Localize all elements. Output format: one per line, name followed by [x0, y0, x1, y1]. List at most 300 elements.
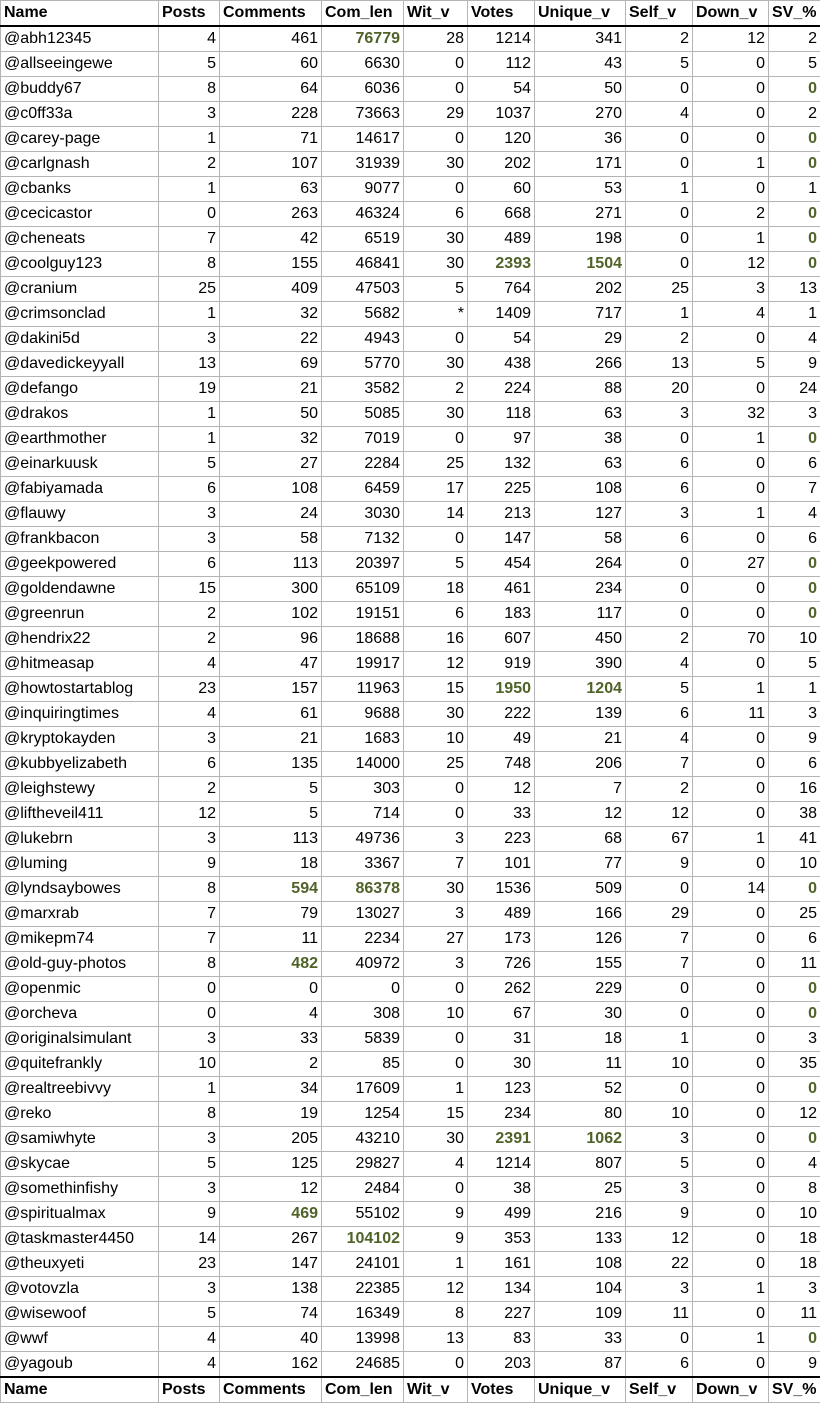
value-cell: 13027 — [322, 902, 404, 927]
value-cell: 30 — [404, 252, 468, 277]
value-cell: 308 — [322, 1002, 404, 1027]
value-cell: 147 — [220, 1252, 322, 1277]
table-row — [1, 502, 820, 527]
value-cell: 8 — [769, 1177, 820, 1202]
value-cell: 4 — [159, 652, 220, 677]
value-cell: 171 — [535, 152, 626, 177]
value-cell: 0 — [693, 52, 769, 77]
value-cell: 0 — [404, 177, 468, 202]
value-cell: 16 — [404, 627, 468, 652]
value-cell: 25 — [404, 752, 468, 777]
value-cell: 40972 — [322, 952, 404, 977]
header-cell: Unique_v — [535, 1, 626, 27]
value-cell: 157 — [220, 677, 322, 702]
value-cell: 1 — [769, 302, 820, 327]
value-cell: 34 — [220, 1077, 322, 1102]
value-cell: 120 — [468, 127, 535, 152]
table-row — [1, 1002, 820, 1027]
value-cell: 3367 — [322, 852, 404, 877]
value-cell: 1 — [769, 177, 820, 202]
table-row — [1, 677, 820, 702]
value-cell: 20 — [626, 377, 693, 402]
value-cell: 85 — [322, 1052, 404, 1077]
footer-cell: Name — [1, 1377, 159, 1403]
value-cell: 25 — [626, 277, 693, 302]
value-cell: 166 — [535, 902, 626, 927]
value-cell: 0 — [626, 427, 693, 452]
value-cell: 228 — [220, 102, 322, 127]
table-row — [1, 527, 820, 552]
value-cell: 27 — [693, 552, 769, 577]
value-cell: 77 — [535, 852, 626, 877]
value-cell: 5 — [769, 52, 820, 77]
value-cell: 206 — [535, 752, 626, 777]
header-cell: Com_len — [322, 1, 404, 27]
value-cell: 0 — [626, 1327, 693, 1352]
value-cell: 24 — [769, 377, 820, 402]
value-cell: 5 — [159, 1302, 220, 1327]
value-cell: 6 — [159, 477, 220, 502]
user-name-cell: @hendrix22 — [1, 627, 159, 652]
value-cell: 748 — [468, 752, 535, 777]
value-cell: 9 — [404, 1202, 468, 1227]
value-cell: 9077 — [322, 177, 404, 202]
value-cell: 6 — [769, 527, 820, 552]
value-cell: 68 — [535, 827, 626, 852]
table-row — [1, 377, 820, 402]
value-cell: 23 — [159, 1252, 220, 1277]
value-cell: 2 — [769, 26, 820, 52]
value-cell: 11963 — [322, 677, 404, 702]
value-cell: 7 — [769, 477, 820, 502]
value-cell: 0 — [626, 877, 693, 902]
value-cell: 30 — [404, 402, 468, 427]
user-name-cell: @mikepm74 — [1, 927, 159, 952]
value-cell: 5 — [626, 1152, 693, 1177]
value-cell: 50 — [220, 402, 322, 427]
value-cell: 107 — [220, 152, 322, 177]
value-cell: 266 — [535, 352, 626, 377]
value-cell: 0 — [769, 202, 820, 227]
value-cell: 6 — [626, 527, 693, 552]
value-cell: 0 — [404, 127, 468, 152]
value-cell: 33 — [535, 1327, 626, 1352]
value-cell: 12 — [535, 802, 626, 827]
user-name-cell: @davedickeyyall — [1, 352, 159, 377]
table-body — [1, 26, 820, 1377]
value-cell: 726 — [468, 952, 535, 977]
value-cell: 1 — [159, 127, 220, 152]
value-cell: 17609 — [322, 1077, 404, 1102]
value-cell: 14 — [159, 1227, 220, 1252]
value-cell: 271 — [535, 202, 626, 227]
value-cell: 225 — [468, 477, 535, 502]
value-cell: 6 — [404, 602, 468, 627]
value-cell: 7 — [159, 927, 220, 952]
value-cell: 19 — [220, 1102, 322, 1127]
table-row — [1, 127, 820, 152]
value-cell: 102 — [220, 602, 322, 627]
value-cell: 1409 — [468, 302, 535, 327]
value-cell: 11 — [626, 1302, 693, 1327]
value-cell: 6 — [626, 1352, 693, 1378]
value-cell: 83 — [468, 1327, 535, 1352]
value-cell: 1 — [693, 427, 769, 452]
value-cell: 9 — [159, 852, 220, 877]
value-cell: 2 — [769, 102, 820, 127]
table-row — [1, 1277, 820, 1302]
value-cell: 438 — [468, 352, 535, 377]
value-cell: 3 — [159, 827, 220, 852]
value-cell: 0 — [693, 452, 769, 477]
table-row — [1, 752, 820, 777]
table-row — [1, 827, 820, 852]
value-cell: 38 — [535, 427, 626, 452]
value-cell: 9688 — [322, 702, 404, 727]
value-cell: 6 — [769, 752, 820, 777]
value-cell: 112 — [468, 52, 535, 77]
value-cell: 80 — [535, 1102, 626, 1127]
value-cell: 0 — [693, 977, 769, 1002]
value-cell: 97 — [468, 427, 535, 452]
footer-cell: Wit_v — [404, 1377, 468, 1403]
value-cell: 27 — [220, 452, 322, 477]
value-cell: 764 — [468, 277, 535, 302]
value-cell: 227 — [468, 1302, 535, 1327]
value-cell: 0 — [404, 327, 468, 352]
user-name-cell: @kryptokayden — [1, 727, 159, 752]
value-cell: 0 — [693, 102, 769, 127]
value-cell: 161 — [468, 1252, 535, 1277]
value-cell: 489 — [468, 902, 535, 927]
value-cell: 0 — [322, 977, 404, 1002]
value-cell: 12 — [404, 1277, 468, 1302]
value-cell: 30 — [404, 227, 468, 252]
value-cell: 101 — [468, 852, 535, 877]
value-cell: 0 — [404, 52, 468, 77]
value-cell: 42 — [220, 227, 322, 252]
table-row — [1, 952, 820, 977]
value-cell: 0 — [693, 1302, 769, 1327]
value-cell: 7132 — [322, 527, 404, 552]
value-cell: 6 — [626, 702, 693, 727]
value-cell: 1 — [693, 502, 769, 527]
user-name-cell: @greenrun — [1, 602, 159, 627]
value-cell: 0 — [693, 902, 769, 927]
value-cell: 1536 — [468, 877, 535, 902]
value-cell: 807 — [535, 1152, 626, 1177]
value-cell: 205 — [220, 1127, 322, 1152]
value-cell: 454 — [468, 552, 535, 577]
value-cell: 0 — [693, 802, 769, 827]
value-cell: 73663 — [322, 102, 404, 127]
value-cell: 74 — [220, 1302, 322, 1327]
footer-cell: Unique_v — [535, 1377, 626, 1403]
value-cell: 1062 — [535, 1127, 626, 1152]
table-row — [1, 452, 820, 477]
value-cell: 24 — [220, 502, 322, 527]
value-cell: 13 — [404, 1327, 468, 1352]
value-cell: 229 — [535, 977, 626, 1002]
value-cell: 919 — [468, 652, 535, 677]
value-cell: 4 — [769, 502, 820, 527]
value-cell: 58 — [535, 527, 626, 552]
header-cell: Wit_v — [404, 1, 468, 27]
value-cell: 29 — [404, 102, 468, 127]
value-cell: 58 — [220, 527, 322, 552]
user-name-cell: @dakini5d — [1, 327, 159, 352]
table-row — [1, 877, 820, 902]
value-cell: 1214 — [468, 1152, 535, 1177]
value-cell: 223 — [468, 827, 535, 852]
value-cell: 0 — [693, 777, 769, 802]
header-cell: Name — [1, 1, 159, 27]
value-cell: 0 — [404, 427, 468, 452]
value-cell: 0 — [769, 252, 820, 277]
footer-cell: Self_v — [626, 1377, 693, 1403]
value-cell: 162 — [220, 1352, 322, 1378]
table-row — [1, 627, 820, 652]
value-cell: 33 — [468, 802, 535, 827]
value-cell: 25 — [535, 1177, 626, 1202]
value-cell: 0 — [693, 1027, 769, 1052]
value-cell: 1 — [159, 402, 220, 427]
value-cell: 222 — [468, 702, 535, 727]
value-cell: 113 — [220, 552, 322, 577]
value-cell: 22385 — [322, 1277, 404, 1302]
value-cell: 123 — [468, 1077, 535, 1102]
table-footer — [1, 1377, 820, 1403]
value-cell: 11 — [769, 1302, 820, 1327]
value-cell: 6 — [159, 552, 220, 577]
value-cell: 2 — [159, 627, 220, 652]
value-cell: 0 — [404, 777, 468, 802]
table-row — [1, 1327, 820, 1352]
value-cell: 113 — [220, 827, 322, 852]
value-cell: 10 — [404, 1002, 468, 1027]
value-cell: 11 — [220, 927, 322, 952]
value-cell: 5 — [159, 52, 220, 77]
table-row — [1, 352, 820, 377]
value-cell: 14 — [404, 502, 468, 527]
value-cell: 0 — [693, 1002, 769, 1027]
value-cell: 155 — [220, 252, 322, 277]
value-cell: 5 — [404, 552, 468, 577]
user-name-cell: @kubbyelizabeth — [1, 752, 159, 777]
value-cell: 134 — [468, 1277, 535, 1302]
value-cell: 43210 — [322, 1127, 404, 1152]
value-cell: 10 — [769, 852, 820, 877]
user-name-cell: @defango — [1, 377, 159, 402]
value-cell: 18 — [404, 577, 468, 602]
value-cell: 118 — [468, 402, 535, 427]
value-cell: 18 — [535, 1027, 626, 1052]
value-cell: 6 — [626, 452, 693, 477]
value-cell: 8 — [404, 1302, 468, 1327]
value-cell: 35 — [769, 1052, 820, 1077]
value-cell: 9 — [159, 1202, 220, 1227]
value-cell: 18688 — [322, 627, 404, 652]
value-cell: 7 — [626, 952, 693, 977]
value-cell: 0 — [769, 977, 820, 1002]
value-cell: 54 — [468, 77, 535, 102]
value-cell: 5770 — [322, 352, 404, 377]
value-cell: 4 — [626, 652, 693, 677]
table-row — [1, 927, 820, 952]
value-cell: 2 — [220, 1052, 322, 1077]
table-row — [1, 1252, 820, 1277]
value-cell: 3582 — [322, 377, 404, 402]
value-cell: 0 — [404, 1027, 468, 1052]
value-cell: 60 — [468, 177, 535, 202]
value-cell: 23 — [159, 677, 220, 702]
value-cell: 0 — [693, 177, 769, 202]
value-cell: 30 — [404, 1127, 468, 1152]
value-cell: 12 — [220, 1177, 322, 1202]
table-row — [1, 727, 820, 752]
value-cell: 54 — [468, 327, 535, 352]
value-cell: 183 — [468, 602, 535, 627]
value-cell: 8 — [159, 877, 220, 902]
user-name-cell: @cranium — [1, 277, 159, 302]
value-cell: 0 — [626, 1077, 693, 1102]
value-cell: 104102 — [322, 1227, 404, 1252]
user-name-cell: @votovzla — [1, 1277, 159, 1302]
user-name-cell: @earthmother — [1, 427, 159, 452]
user-name-cell: @cheneats — [1, 227, 159, 252]
value-cell: 21 — [220, 727, 322, 752]
footer-cell: Down_v — [693, 1377, 769, 1403]
value-cell: 0 — [626, 602, 693, 627]
user-name-cell: @allseeingewe — [1, 52, 159, 77]
value-cell: 7 — [626, 927, 693, 952]
value-cell: 4 — [693, 302, 769, 327]
value-cell: 3 — [769, 402, 820, 427]
table-row — [1, 227, 820, 252]
value-cell: 12 — [769, 1102, 820, 1127]
user-name-cell: @spiritualmax — [1, 1202, 159, 1227]
value-cell: 109 — [535, 1302, 626, 1327]
table-row — [1, 777, 820, 802]
value-cell: 0 — [693, 1127, 769, 1152]
value-cell: 38 — [468, 1177, 535, 1202]
value-cell: 0 — [769, 1002, 820, 1027]
user-name-cell: @samiwhyte — [1, 1127, 159, 1152]
value-cell: 0 — [159, 977, 220, 1002]
value-cell: 3 — [693, 277, 769, 302]
value-cell: 5 — [769, 652, 820, 677]
user-name-cell: @somethinfishy — [1, 1177, 159, 1202]
value-cell: 0 — [693, 377, 769, 402]
value-cell: 4 — [404, 1152, 468, 1177]
value-cell: 3 — [626, 1127, 693, 1152]
value-cell: 3 — [159, 102, 220, 127]
value-cell: 5 — [159, 1152, 220, 1177]
value-cell: 15 — [159, 577, 220, 602]
value-cell: 262 — [468, 977, 535, 1002]
value-cell: 53 — [535, 177, 626, 202]
value-cell: 0 — [404, 1177, 468, 1202]
value-cell: 5839 — [322, 1027, 404, 1052]
table-row — [1, 977, 820, 1002]
value-cell: 132 — [468, 452, 535, 477]
value-cell: 14 — [693, 877, 769, 902]
user-name-cell: @cbanks — [1, 177, 159, 202]
value-cell: 0 — [693, 727, 769, 752]
value-cell: 15 — [404, 1102, 468, 1127]
value-cell: 21 — [535, 727, 626, 752]
value-cell: 2 — [626, 26, 693, 52]
value-cell: 21 — [220, 377, 322, 402]
value-cell: 16 — [769, 777, 820, 802]
table-row — [1, 1077, 820, 1102]
value-cell: 40 — [220, 1327, 322, 1352]
value-cell: 19151 — [322, 602, 404, 627]
header-cell: Posts — [159, 1, 220, 27]
value-cell: 0 — [693, 1202, 769, 1227]
value-cell: 0 — [626, 77, 693, 102]
value-cell: 0 — [626, 227, 693, 252]
value-cell: 5 — [626, 677, 693, 702]
user-name-cell: @geekpowered — [1, 552, 159, 577]
value-cell: 87 — [535, 1352, 626, 1378]
value-cell: 49736 — [322, 827, 404, 852]
value-cell: 2393 — [468, 252, 535, 277]
value-cell: 1 — [404, 1077, 468, 1102]
value-cell: 155 — [535, 952, 626, 977]
value-cell: 2 — [626, 627, 693, 652]
user-name-cell: @hitmeasap — [1, 652, 159, 677]
value-cell: 0 — [404, 527, 468, 552]
value-cell: 126 — [535, 927, 626, 952]
value-cell: 108 — [220, 477, 322, 502]
table-row — [1, 702, 820, 727]
table-row — [1, 427, 820, 452]
user-name-cell: @originalsimulant — [1, 1027, 159, 1052]
value-cell: 0 — [693, 127, 769, 152]
value-cell: 1 — [159, 1077, 220, 1102]
value-cell: 2284 — [322, 452, 404, 477]
value-cell: 25 — [404, 452, 468, 477]
value-cell: 14617 — [322, 127, 404, 152]
value-cell: 1 — [159, 302, 220, 327]
value-cell: 6 — [626, 477, 693, 502]
value-cell: 70 — [693, 627, 769, 652]
value-cell: 30 — [404, 352, 468, 377]
value-cell: 3 — [159, 502, 220, 527]
table-row — [1, 302, 820, 327]
table-row — [1, 802, 820, 827]
value-cell: 0 — [159, 202, 220, 227]
value-cell: 12 — [404, 652, 468, 677]
value-cell: 76779 — [322, 26, 404, 52]
value-cell: 1 — [693, 1277, 769, 1302]
value-cell: 12 — [626, 1227, 693, 1252]
user-name-cell: @carey-page — [1, 127, 159, 152]
value-cell: 714 — [322, 802, 404, 827]
value-cell: 482 — [220, 952, 322, 977]
value-cell: 29 — [626, 902, 693, 927]
value-cell: 49 — [468, 727, 535, 752]
table-row — [1, 152, 820, 177]
value-cell: 5 — [626, 52, 693, 77]
value-cell: 13 — [626, 352, 693, 377]
value-cell: 2234 — [322, 927, 404, 952]
value-cell: 3 — [626, 1277, 693, 1302]
value-cell: 3 — [626, 502, 693, 527]
header-cell: SV_% — [769, 1, 820, 27]
value-cell: 1 — [693, 827, 769, 852]
